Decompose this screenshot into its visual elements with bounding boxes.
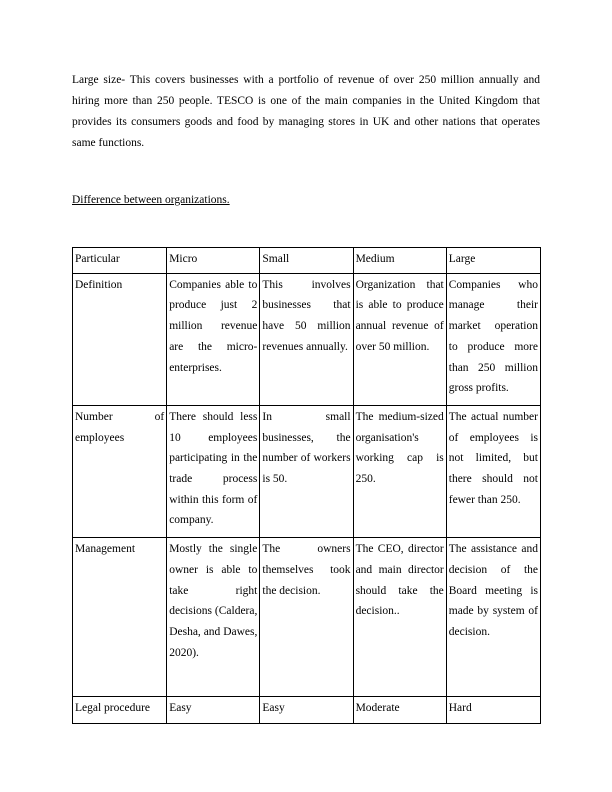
cell-micro: There should less 10 employees participating in the trade process within this form of company. (167, 405, 260, 537)
table-row-employees (73, 405, 541, 537)
row-label: Legal procedure (73, 697, 167, 724)
cell-small: In small businesses, the number of workers is 50. (260, 405, 353, 537)
row-label: Management (73, 538, 167, 697)
table-row-definition (73, 273, 541, 405)
cell-micro: Companies able to produce just 2 million revenue are the micro-enterprises. (167, 273, 260, 405)
cell-small: The owners themselves took the decision. (260, 538, 353, 697)
cell-large: Hard (446, 697, 540, 724)
table-row-management (73, 538, 541, 697)
cell-medium: Moderate (353, 697, 446, 724)
intro-paragraph: Large size- This covers businesses with a portfolio of revenue of over 250 million annually and hiring more than 250 people. TESCO is one of the main companies in the United Kingdom that provides its consumers goods and food by managing stores in UK and other nations that operates same functions. (72, 74, 540, 149)
table-header-row (73, 248, 541, 274)
header-micro: Micro (167, 248, 260, 274)
table-row-legal (73, 697, 541, 724)
header-large: Large (446, 248, 540, 274)
header-small: Small (260, 248, 353, 274)
cell-medium: The medium-sized organisation's working cap is 250. (353, 405, 446, 537)
cell-micro: Mostly the single owner is able to take right decisions (Caldera, Desha, and Dawes, 2020). (167, 538, 260, 697)
row-label: Number of employees (73, 405, 167, 537)
row-label: Definition (73, 273, 167, 405)
cell-medium: Organization that is able to produce annual revenue of over 50 million. (353, 273, 446, 405)
section-heading: Difference between organizations. (72, 194, 230, 206)
header-particular: Particular (73, 248, 167, 274)
comparison-table (72, 247, 541, 724)
cell-large: The actual number of employees is not limited, but there should not fewer than 250. (446, 405, 540, 537)
cell-micro: Easy (167, 697, 260, 724)
header-medium: Medium (353, 248, 446, 274)
cell-large: Companies who manage their market operation to produce more than 250 million gross profits. (446, 273, 540, 405)
cell-large: The assistance and decision of the Board meeting is made by system of decision. (446, 538, 540, 697)
cell-small: Easy (260, 697, 353, 724)
cell-small: This involves businesses that have 50 million revenues annually. (260, 273, 353, 405)
cell-medium: The CEO, director and main director should take the decision.. (353, 538, 446, 697)
